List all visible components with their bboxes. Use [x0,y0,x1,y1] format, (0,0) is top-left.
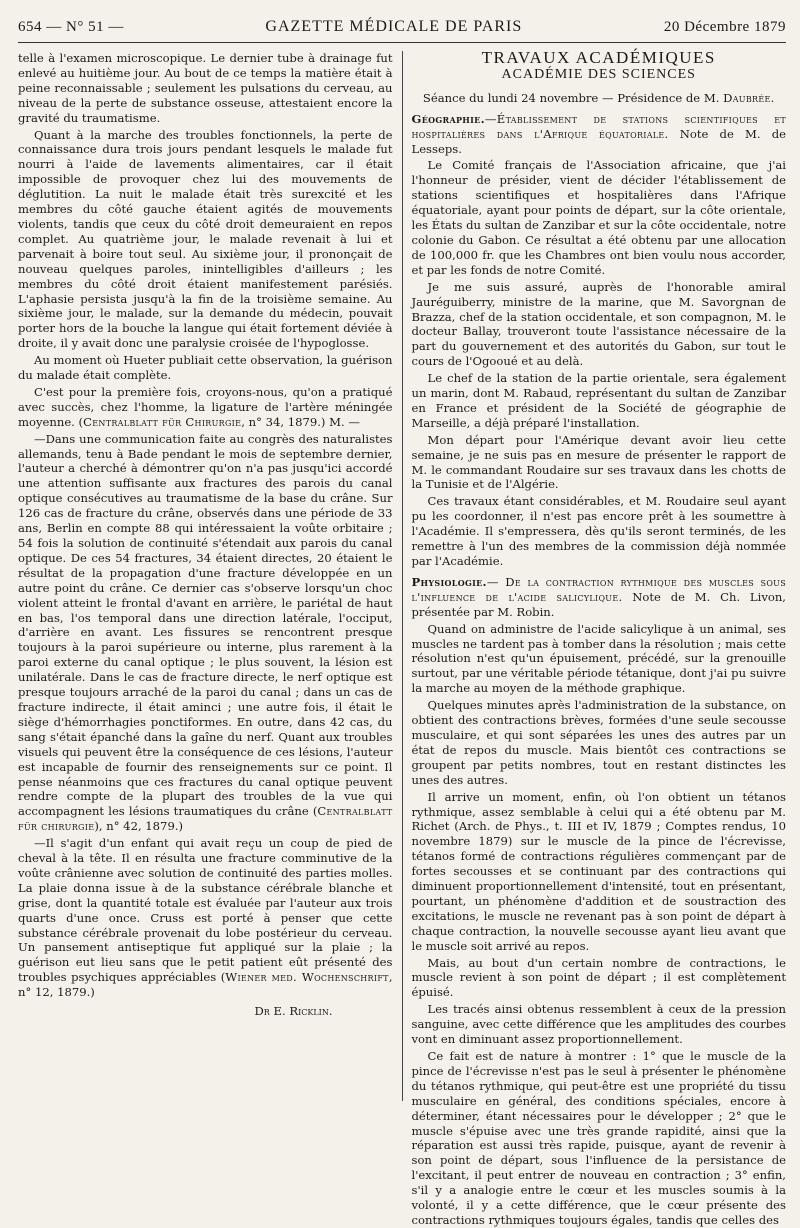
right-paragraph-3: Le chef de la station de la partie orientale, sera également un marin, dont M. Rabaud, représentant du sultan de Zanzibar en France et président de la Société de géographie de Marseille, a déjà préparé l'installation. [411,371,786,430]
right-column [402,48,787,1227]
session-line [412,91,787,106]
heading-lead: Physiologie. [411,574,487,589]
source-citation: Centralblatt für Chirurgie [83,414,242,429]
running-head [18,18,786,43]
right-paragraph-8: Il arrive un moment, enfin, où l'on obtient un tétanos rythmique, assez semblable à celui qui a été obtenu par M. Richet (Arch. de Phys., t. III et IV, 1879 ; Comptes rendus, 10 novembre 1879) sur le muscle de la pince de l'écrevisse, tétanos formé de contractions régulières commençant par de fortes secousses et se continuant par des contractions qui diminuent proportionnellement d'intensité, tout en présentant, pourtant, un phénomène d'addition et de soustraction des excitations, le muscle ne revenant pas à son point de départ à chaque contraction, la nouvelle secousse ayant lieu avant que le muscle soit arrivé au repos. [411,789,786,953]
session-text: Séance du lundi 24 novembre — Présidence de M. [422,90,724,105]
article-heading-physiology [412,575,787,620]
page-number: 654 — N° 51 — [18,19,124,35]
heading-title: —Établissement de stations scientifiques et hospitalières dans l'Afrique équatoriale. [411,111,786,141]
paragraph-text: —Dans une communication faite au congrès des naturalistes allemands, tenu à Bade pendant le mois de septembre dernier, l'auteur a cherché à démontrer qu'on n'a pas jusqu'ici accordé une attention suffisante aux fractures des parois du canal optique consécutives au traumatisme de la base du crâne. Sur 126 cas de fracture du crâne, observés dans une période de 33 ans, Berlin en compte 88 qui intéressaient la voûte orbitaire ; 54 fois la solution de continuité s'étendait aux parois du canal optique. De ces 54 fractures, 34 étaient directes, 20 étaient le résultat de la propagation d'une fracture développée en un autre point du crâne. Ce dernier cas s'observe lorsqu'un choc violent atteint le frontal d'avant en arrière, le pariétal de haut en bas, l'os temporal dans une direction latérale, l'occiput, d'arrière en avant. Les fissures se rencontrent presque toujours à la paroi supérieure ou interne, plus rarement à la paroi externe du canal optique ; le plus souvent, la lésion est unilatérale. Dans le cas de fracture directe, le nerf optique est presque toujours arraché de la paroi du canal ; dans un cas de fracture indirecte, il était aminci ; une autre fois, il était le siège d'hémorrhagies ponctiformes. En outre, dans 42 cas, du sang s'était épanché dans la gaîne du nerf. Quant aux troubles visuels qui peuvent être la conséquence de ces lésions, l'auteur est incapable de fournir des renseignements sur ce point. Il pense néanmoins que ces fractures du canal optique peuvent rendre compte de la plupart des troubles de la vue qui accompagnent les lésions traumatiques du crâne ( [18,431,393,819]
paragraph-tail: ), n° 42, 1879.) [94,819,184,834]
heading-author: Note de M. Ch. Livon, présentée par M. Robin. [411,589,786,619]
heading-lead: Géographie. [411,111,485,126]
right-paragraph-1: Le Comité français de l'Association africaine, que j'ai l'honneur de présider, vient de décider l'établissement de stations scientifiques et hospitalières dans l'Afrique équatoriale, ayant pour points de départ, sur la côte orientale, les États du sultan de Zanzibar et sur la côte occidentale, notre colonie du Gabon. Ce résultat a été obtenu par une allocation de 100,000 fr. que les Chambres ont bien voulu nous accorder, et par les fonds de notre Comité. [411,158,786,277]
right-paragraph-6: Quand on administre de l'acide salicylique à un animal, ses muscles ne tardent pas à tomber dans la résolution ; mais cette résolution n'est qu'un épuisement, précédé, sur la grenouille surtout, par une véritable période tétanique, dont j'ai pu suivre la marche au moyen de la méthode graphique. [411,621,786,696]
issue-date: 20 Décembre 1879 [663,19,786,35]
paragraph-text: —Il s'agit d'un enfant qui avait reçu un coup de pied de cheval à la tête. Il en résulta une fracture comminutive de la voûte crânienne avec solution de continuité des parties molles. La plaie donna issue à de la substance cérébrale blanche et grise, dont la quantité totale est évaluée par l'auteur aux trois quarts d'une once. Cruss est porté à penser que cette substance cérébrale provenait du lobe postérieur du cerveau. Un pansement antiseptique fut appliqué sur la plaie ; la guérison eut lieu sans que le petit patient eût présenté des troubles psychiques appréciables ( [18,836,393,985]
left-column [18,51,402,1101]
heading-author: Note de M. de Lesseps. [411,126,786,156]
paragraph-tail: , n° 12, 1879.) [18,970,393,1000]
right-paragraph-2: Je me suis assuré, auprès de l'honorable amiral Jauréguiberry, ministre de la marine, que M. Savorgnan de Brazza, chef de la station occidentale, et son compagnon, M. le docteur Ballay, trouveront toute l'assistance nécessaire de la part du gouvernement et des autorités du Gabon, sur tout le cours de l'Ogooué et au delà. [411,279,786,369]
right-paragraph-4: Mon départ pour l'Amérique devant avoir lieu cette semaine, je ne suis pas en mesure de présenter le rapport de M. le commandant Roudaire sur ses travaux dans les chotts de la Tunisie et de l'Algérie. [411,432,786,492]
article-heading-geography [412,112,787,157]
journal-title: GAZETTE MÉDICALE DE PARIS [265,18,523,35]
right-paragraph-9: Mais, au bout d'un certain nombre de contractions, le muscle revient à son point de départ ; il est complètement épuisé. [411,955,786,1000]
source-citation: Centralblatt für chirurgie [18,804,393,834]
source-citation: Wiener med. Wochenschrift [225,970,389,985]
left-paragraph-3: Au moment où Hueter publiait cette observation, la guérison du malade était complète. [18,353,393,383]
left-paragraph-2: Quant à la marche des troubles fonctionnels, la perte de connaissance dura trois jours pendant lesquels le malade fut nourri à l'aide de lavements alimentaires, car il était impossible de provoquer chez lui des mouvements de déglutition. La nuit le malade était très surexcité et les membres du côté gauche étaient agités de mouvements violents, tandis que ceux du côté droit demeuraient en repos complet. Au quatrième jour, le malade revenait à lui et parvenait à boire tout seul. Au sixième jour, il prononçait de nouveau quelques paroles, inintelligibles d'ailleurs ; les membres du côté droit étaient manifestement parésiés. L'aphasie persista jusqu'à la fin de la troisième semaine. Au sixième jour, le malade, sur la demande du médecin, pouvait porter hors de la bouche la langue qui était fortement déviée à droite, il y avait donc une paralysie croisée de l'hypoglosse. [18,127,393,351]
left-paragraph-4 [18,385,393,430]
paragraph-tail: , n° 34, 1879.) M. — [241,414,360,429]
paragraph-text: C'est pour la première fois, croyons-nous, qu'on a pratiqué avec succès, chez l'homme, la ligature de l'artère méningée moyenne. ( [18,384,393,429]
session-president: Daubrée. [723,90,775,105]
right-paragraph-7: Quelques minutes après l'administration de la substance, on obtient des contractions brèves, formées d'une seule secousse musculaire, et qui sont séparées les unes des autres par un état de repos du muscle. Mais bientôt ces contractions se groupent par petits nombres, tout en restant distinctes les unes des autres. [411,698,786,787]
left-paragraph-5 [18,432,393,834]
right-paragraph-10: Les tracés ainsi obtenus ressemblent à ceux de la pression sanguine, avec cette différence que les amplitudes des courbes vont en diminuant assez proportionnellement. [411,1002,786,1047]
author-signature: Dr E. Ricklin. [254,1004,333,1019]
left-paragraph-1: telle à l'examen microscopique. Le dernier tube à drainage fut enlevé au huitième jour. Au bout de ce temps la matière était à peine reconnaissable ; seulement les pulsations du cerveau, au niveau de la perte de substance osseuse, attestaient encore la gravité du traumatisme. [18,51,393,125]
heading-title: — De la contraction rythmique des muscles sous l'influence de l'acide salicylique. [411,574,786,604]
right-paragraph-11: Ce fait est de nature à montrer : 1° que le muscle de la pince de l'écrevisse n'est pas le seul à présenter le phénomène du tétanos rythmique, qui peut-être est une propriété du tissu musculaire en général, des conditions spéciales, encore à déterminer, étant nécessaires pour le développer ; 2° que le muscle s'épuise avec une très grande rapidité, ainsi que la réparation est aussi très rapide, puisque, ayant de revenir à son point de départ, sous l'influence de la persistance de l'excitant, il peut entrer de nouveau en contraction ; 3° enfin, s'il y a analogie entre le cœur et les muscles soumis à la volonté, il y a cette différence, que le cœur présente des contractions rythmiques toujours égales, tandis que celles des [411,1049,786,1227]
section-title: TRAVAUX ACADÉMIQUES [481,48,716,67]
section-subtitle: ACADÉMIE DES SCIENCES [501,66,696,82]
text-columns [18,48,786,1227]
left-paragraph-6 [18,836,393,1000]
right-paragraph-5: Ces travaux étant considérables, et M. Roudaire seul ayant pu les coordonner, il n'est pas encore prêt à les soumettre à l'Académie. Il s'empressera, dès qu'ils seront terminés, de les remettre à l'un des membres de la commission déjà nommée par l'Académie. [411,494,786,568]
